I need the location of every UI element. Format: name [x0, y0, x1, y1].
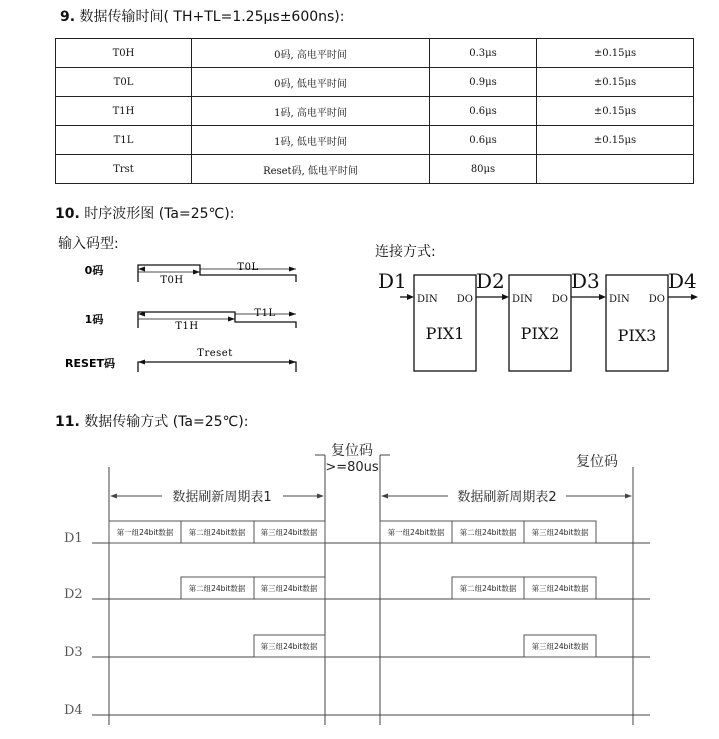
d2-block-second-2: 第二组24bit数据 [459, 584, 517, 593]
code0-label: 0码 [84, 264, 104, 277]
table-cell: 1码, 低电平时间 [192, 126, 430, 155]
section-9-number: 9. [60, 9, 76, 25]
signal-d2: D2 [476, 269, 505, 293]
table-cell: T0H [56, 39, 192, 68]
code1-low-label: T1L [254, 308, 276, 319]
line-d2-label: D2 [64, 587, 83, 602]
pix1-box [414, 275, 476, 371]
pix3-box [606, 275, 668, 371]
code1-high-label: T1H [175, 321, 199, 332]
connection-diagram [370, 260, 710, 375]
reset-waveform [138, 362, 296, 372]
section-10-heading [55, 203, 234, 223]
reset-code-label-2: 复位码 [576, 454, 618, 470]
transmission-diagram [0, 435, 719, 739]
line-d3-label: D3 [64, 645, 83, 660]
d1-block-third-1: 第三组24bit数据 [260, 528, 318, 537]
table-cell: 1码, 高电平时间 [192, 97, 430, 126]
code0-high-label: T0H [160, 275, 184, 286]
section-9-heading [60, 6, 345, 26]
period-2-label: 数据刷新周期表2 [457, 490, 557, 505]
pix3-label: PIX3 [617, 326, 657, 345]
table-row [56, 68, 694, 97]
pix2-label: PIX2 [520, 324, 560, 343]
line-d1-label: D1 [64, 531, 83, 546]
pix2-do: DO [551, 294, 568, 305]
signal-d1: D1 [378, 269, 407, 293]
d1-block-second-1: 第二组24bit数据 [188, 528, 246, 537]
table-cell: 0.3μs [430, 39, 537, 68]
code1-label: 1码 [84, 313, 104, 326]
table-cell: T1L [56, 126, 192, 155]
d1-block-second-2: 第二组24bit数据 [459, 528, 517, 537]
section-11-number: 11. [55, 414, 80, 430]
reset-code-label-1: 复位码 [331, 443, 373, 459]
section-11-heading [55, 411, 248, 431]
d2-block-second-1: 第二组24bit数据 [188, 584, 246, 593]
table-cell: ±0.15μs [537, 68, 694, 97]
table-row [56, 155, 694, 184]
table-cell: ±0.15μs [537, 39, 694, 68]
reset-time-label: Treset [197, 348, 233, 359]
pix2-box [509, 275, 571, 371]
table-cell: 0.9μs [430, 68, 537, 97]
reset-label: RESET码 [65, 357, 115, 370]
table-cell: T0L [56, 68, 192, 97]
section-11-title: 数据传输方式 (Ta=25℃): [84, 414, 249, 430]
table-cell: ±0.15μs [537, 97, 694, 126]
table-cell: 80μs [430, 155, 537, 184]
section-10-number: 10. [55, 206, 80, 222]
code0-low-label: T0L [237, 262, 259, 273]
pix1-do: DO [456, 294, 473, 305]
signal-d3: D3 [571, 269, 600, 293]
timing-table [55, 38, 694, 184]
period-1-label: 数据刷新周期表1 [172, 490, 272, 505]
pix1-din: DIN [417, 294, 438, 305]
table-row [56, 39, 694, 68]
d3-block-third-1: 第三组24bit数据 [260, 642, 318, 651]
line-d4-label: D4 [64, 703, 83, 718]
input-codes-title: 输入码型: [58, 236, 119, 252]
d3-block-third-2: 第三组24bit数据 [531, 642, 589, 651]
table-cell: Reset码, 低电平时间 [192, 155, 430, 184]
d1-block-first-1: 第一组24bit数据 [116, 528, 174, 537]
table-cell: 0.6μs [430, 126, 537, 155]
pix3-din: DIN [609, 294, 630, 305]
table-cell: 0码, 高电平时间 [192, 39, 430, 68]
d2-block-third-1: 第三组24bit数据 [260, 584, 318, 593]
d2-block-third-2: 第三组24bit数据 [531, 584, 589, 593]
section-9-title: 数据传输时间( TH+TL=1.25μs±600ns): [79, 9, 345, 25]
table-cell: 0.6μs [430, 97, 537, 126]
d1-block-first-2: 第一组24bit数据 [387, 528, 445, 537]
table-cell: 0码, 低电平时间 [192, 68, 430, 97]
table-cell: Trst [56, 155, 192, 184]
d1-block-third-2: 第三组24bit数据 [531, 528, 589, 537]
pix1-label: PIX1 [425, 324, 465, 343]
table-row [56, 126, 694, 155]
table-cell: ±0.15μs [537, 126, 694, 155]
table-row [56, 97, 694, 126]
table-cell: T1H [56, 97, 192, 126]
section-10-title: 时序波形图 (Ta=25℃): [84, 206, 235, 222]
signal-d4: D4 [668, 269, 697, 293]
pix3-do: DO [648, 294, 665, 305]
pix2-din: DIN [512, 294, 533, 305]
reset-condition-label: >=80us [325, 460, 379, 475]
connection-title: 连接方式: [375, 244, 436, 260]
input-code-waveforms [50, 250, 310, 380]
table-cell [537, 155, 694, 184]
